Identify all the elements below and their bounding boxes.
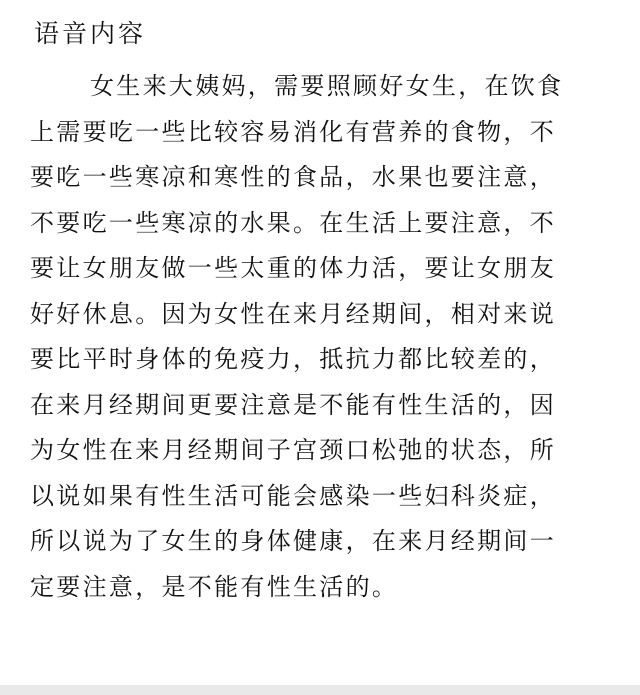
text-line-7: 要比平时身体的免疫力，抵抗力都比较差的，: [30, 345, 556, 373]
text-line-10: 以说如果有性生活可能会感染一些妇科炎症，: [30, 481, 556, 510]
text-line-9: 为女性在来月经期间子宫颈口松弛的状态，所: [30, 436, 556, 464]
document-title: 语音内容: [34, 19, 147, 48]
text-line-8: 在来月经期间更要注意是不能有性生活的，因: [30, 390, 556, 419]
document-body: [30, 64, 610, 610]
text-line-3: 要吃一些寒凉和寒性的食品，水果也要注意，: [30, 163, 556, 191]
bottom-divider: [0, 685, 640, 695]
text-line-5: 要让女朋友做一些太重的体力活，要让女朋友: [30, 254, 556, 282]
text-line-11: 所以说为了女生的身体健康，在来月经期间一: [30, 527, 556, 555]
text-line-2: 上需要吃一些比较容易消化有营养的食物，不: [30, 117, 556, 146]
text-line-1: 女生来大姨妈，需要照顾好女生，在饮食: [90, 72, 564, 100]
text-line-6: 好好休息。因为女性在来月经期间，相对来说: [30, 299, 556, 328]
text-line-12: 定要注意，是不能有性生活的。: [30, 572, 399, 601]
text-line-4: 不要吃一些寒凉的水果。在生活上要注意，不: [30, 208, 556, 237]
